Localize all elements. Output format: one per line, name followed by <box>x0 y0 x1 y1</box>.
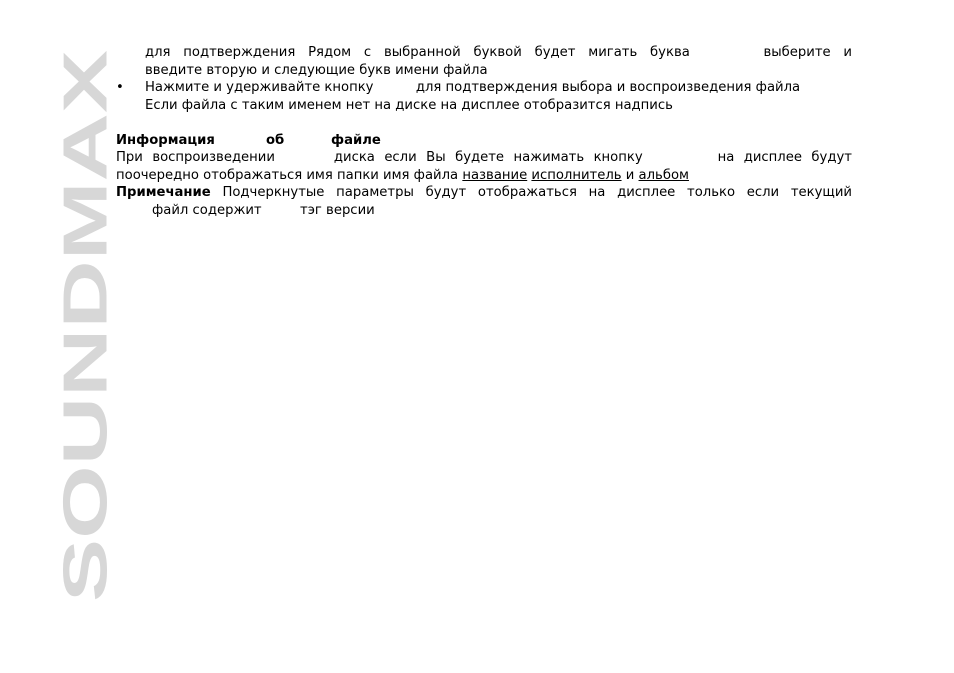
text-display-will: на дисплее будут <box>717 150 852 165</box>
paragraph-line-1 <box>116 44 852 62</box>
paragraph-line-2 <box>116 62 852 80</box>
paragraph-line-5 <box>116 149 852 167</box>
section-heading <box>116 132 852 150</box>
text-confirm-play: для подтверждения выбора и воспроизведения файла <box>415 80 801 95</box>
spacer <box>116 114 852 132</box>
text-file-not-found: Если файла с таким именем нет на диске на дисплее отобразится надпись <box>145 97 673 113</box>
text-file-contains: файл содержит <box>152 202 262 218</box>
soundmax-logo <box>51 48 121 604</box>
tag-artist: исполнитель <box>531 167 622 183</box>
soundmax-logo-graphic <box>51 48 121 604</box>
text-press-hold: Нажмите и удерживайте кнопку <box>145 80 374 95</box>
note-text: Подчеркнутые параметры будут отображаться на дисплее только если текущий <box>210 185 852 200</box>
paragraph-line-6 <box>116 167 852 185</box>
soundmax-logo-text: SOUNDMAX <box>51 240 121 602</box>
text-enter-letters: введите вторую и следующие букв имени файла <box>145 62 488 78</box>
paragraph-line-4 <box>116 97 852 115</box>
heading-word-2: об <box>266 132 285 148</box>
document-body <box>116 44 852 219</box>
note-label: Примечание <box>116 185 211 200</box>
text-select-enter: выберите и <box>763 45 853 60</box>
note-line-1 <box>116 184 852 202</box>
heading-word-1: Информация <box>116 132 215 148</box>
text-disc-press: диска если Вы будете нажимать кнопку <box>333 150 643 165</box>
text-confirm-blink: для подтверждения Рядом с выбранной буквой будет мигать буква <box>145 45 690 60</box>
text-alternately: поочередно отображаться имя папки имя файла <box>116 167 463 183</box>
bullet-item <box>116 79 852 97</box>
bullet-icon: • <box>116 80 124 95</box>
tag-title: название <box>462 167 528 183</box>
heading-word-3: файле <box>331 132 381 148</box>
text-during-playback: При воспроизведении <box>116 150 275 165</box>
note-line-2 <box>116 202 852 220</box>
text-and: и <box>621 167 639 183</box>
text-tag-version: тэг версии <box>300 202 375 218</box>
tag-album: альбом <box>638 167 689 183</box>
